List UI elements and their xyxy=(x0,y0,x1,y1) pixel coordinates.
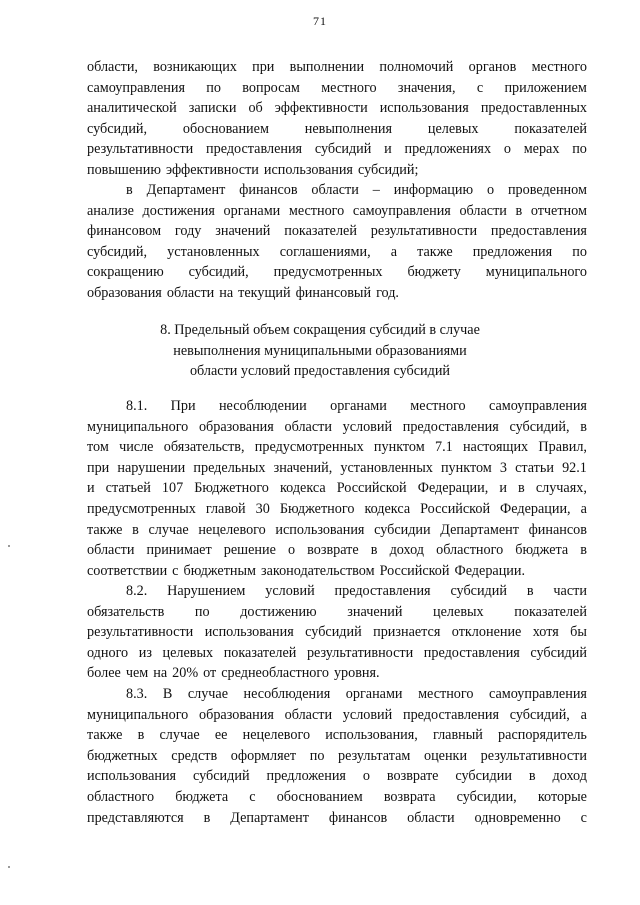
text-line: результативности использования субсидий признается отклонение хотя бы xyxy=(87,624,587,641)
clause-8-2 xyxy=(87,581,587,684)
text-line: представляются в Департамент финансов области одновременно с xyxy=(87,809,587,826)
text-line: анализе достижения органами местного самоуправления области в отчетном xyxy=(87,202,587,219)
text-line: более чем на 20% от среднеобластного уровня. xyxy=(87,665,380,682)
text-line: областного бюджета с обоснованием возврата субсидии, которые xyxy=(87,788,587,805)
text-line: муниципального образования области условий предоставления субсидий, в xyxy=(87,418,587,435)
text-line: бюджетных средств оформляет по результатам оценки результативности xyxy=(87,747,587,764)
text-line: предусмотренных главой 30 Бюджетного кодекса Российской Федерации, а xyxy=(87,500,587,517)
text-line: в Департамент финансов области – информацию о проведенном xyxy=(126,182,587,198)
text-line: 8.3. В случае несоблюдения органами местного самоуправления xyxy=(126,686,587,702)
text-line: обязательств по достижению значений целевых показателей xyxy=(87,603,587,620)
paragraph-continuation xyxy=(87,57,587,181)
text-line: образования области на текущий финансовый год. xyxy=(87,284,399,301)
text-line: использования субсидий предложения о возврате субсидии в доход xyxy=(87,768,587,785)
section-heading-line: невыполнения муниципальными образованиями xyxy=(173,342,467,359)
text-line: соответствии с бюджетным законодательством Российской Федерации. xyxy=(87,562,526,579)
text-line: при нарушении предельных значений, установленных пунктом 3 статьи 92.1 xyxy=(87,459,587,476)
clause-8-3 xyxy=(87,684,587,828)
text-line: сокращению субсидий, предусмотренных бюджету муниципального xyxy=(87,264,587,281)
text-line: муниципального образования области условий предоставления субсидий, а xyxy=(87,706,587,723)
text-line: 8.1. При несоблюдении органами местного самоуправления xyxy=(126,398,587,414)
section-8-heading xyxy=(0,320,640,382)
text-line: также в случае нецелевого использования субсидии Департамент финансов xyxy=(87,521,587,538)
text-line: области, возникающих при выполнении полномочий органов местного xyxy=(87,59,587,75)
page-number: 71 xyxy=(313,14,327,28)
section-heading-line: 8. Предельный объем сокращения субсидий в случае xyxy=(160,322,480,338)
text-line: также в случае ее нецелевого использования, главный распорядитель xyxy=(87,727,587,744)
text-line: том числе обязательств, предусмотренных пунктом 7.1 настоящих Правил, xyxy=(87,439,587,456)
text-line: одного из целевых показателей результативности предоставления субсидий xyxy=(87,644,587,661)
text-line: результативности предоставления субсидий и предложениях о мерах по xyxy=(87,141,587,158)
scan-margin-dot xyxy=(8,545,10,547)
text-line: повышению эффективности использования субсидий; xyxy=(87,161,419,178)
text-line: самоуправления по вопросам местного значения, с приложением xyxy=(87,79,587,96)
text-line: области принимает решение о возврате в доход областного бюджета в xyxy=(87,542,587,559)
section-heading-line: области условий предоставления субсидий xyxy=(189,363,451,380)
clause-8-1 xyxy=(87,396,587,581)
text-line: и статьей 107 Бюджетного кодекса Российской Федерации, и в случаях, xyxy=(87,480,587,497)
text-line: субсидий, обоснованием невыполнения целевых показателей xyxy=(87,120,587,137)
scan-margin-dot xyxy=(8,866,10,868)
paragraph-finance-department xyxy=(87,180,587,304)
text-line: субсидий, установленных соглашениями, а также предложения по xyxy=(87,243,587,260)
text-line: финансовом году значений показателей результативности предоставления xyxy=(87,223,587,240)
text-line: аналитической записки об эффективности использования предоставленных xyxy=(87,100,587,117)
text-line: 8.2. Нарушением условий предоставления субсидий в части xyxy=(126,583,587,599)
